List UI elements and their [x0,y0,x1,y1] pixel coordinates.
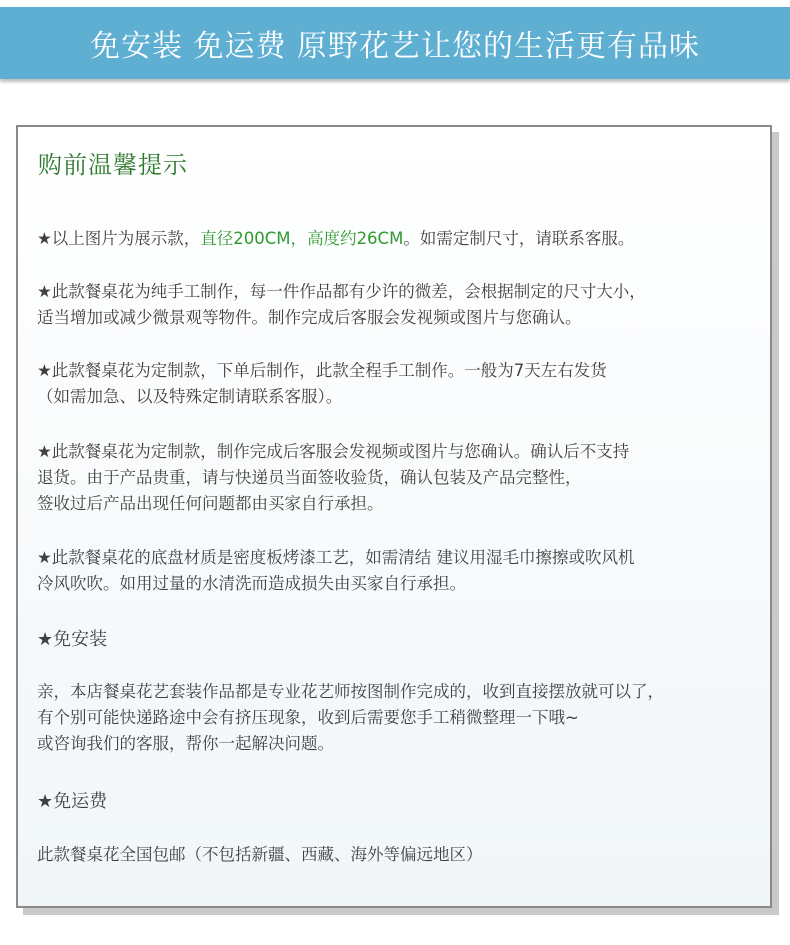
paragraph-line: ★此款餐桌花为定制款，制作完成后客服会发视频或图片与您确认。确认后不支持 [37,442,630,461]
notice-item-handmade [37,279,767,331]
size-text-end: 。如需定制尺寸，请联系客服。 [403,229,635,248]
notice-item-cleaning [37,545,767,597]
notice-panel [16,125,772,908]
notice-item-shipping: 此款餐桌花全国包邮（不包括新疆、西藏、海外等偏远地区） [37,845,483,864]
paragraph-line: 有个别可能快递路途中会有挤压现象，收到后需要您手工稍微整理一下哦~ [37,708,579,727]
paragraph-line: 签收过后产品出现任何问题都由买家自行承担。 [37,494,384,513]
height-highlight: 高度约26CM [307,229,404,248]
notice-title: 购前温馨提示 [38,151,188,179]
size-text-start: ★以上图片为展示款， [37,229,201,248]
paragraph-line: 亲，本店餐桌花艺套装作品都是专业花艺师按图制作完成的，收到直接摆放就可以了， [37,682,664,701]
notice-item-install-details [37,679,767,757]
paragraph-line: 适当增加或减少微景观等物件。制作完成后客服会发视频或图片与您确认。 [37,308,582,327]
diameter-highlight: 直径200CM， [200,229,308,248]
top-banner [0,7,790,79]
notice-item-custom-order [37,358,767,410]
notice-item-no-return [37,439,767,517]
paragraph-line: ★此款餐桌花为定制款，下单后制作，此款全程手工制作。一般为7天左右发货 [37,361,607,380]
banner-text: 免安装 免运费 原野花艺让您的生活更有品味 [89,29,701,64]
paragraph-line: 冷风吹吹。如用过量的水清洗而造成损失由买家自行承担。 [37,574,466,593]
paragraph-line: 退货。由于产品贵重，请与快递员当面签收验货，确认包装及产品完整性， [37,468,582,487]
paragraph-line: 或咨询我们的客服，帮你一起解决问题。 [37,734,334,753]
notice-item-size [37,226,767,252]
heading-free-shipping: ★免运费 [37,791,108,812]
paragraph-line: （如需加急、以及特殊定制请联系客服）。 [37,387,343,406]
paragraph-line: ★此款餐桌花为纯手工制作，每一件作品都有少许的微差，会根据制定的尺寸大小， [37,282,646,301]
heading-no-install: ★免安装 [37,629,108,650]
paragraph-line: ★此款餐桌花的底盘材质是密度板烤漆工艺，如需清结 建议用湿毛巾擦擦或吹风机 [37,548,635,567]
